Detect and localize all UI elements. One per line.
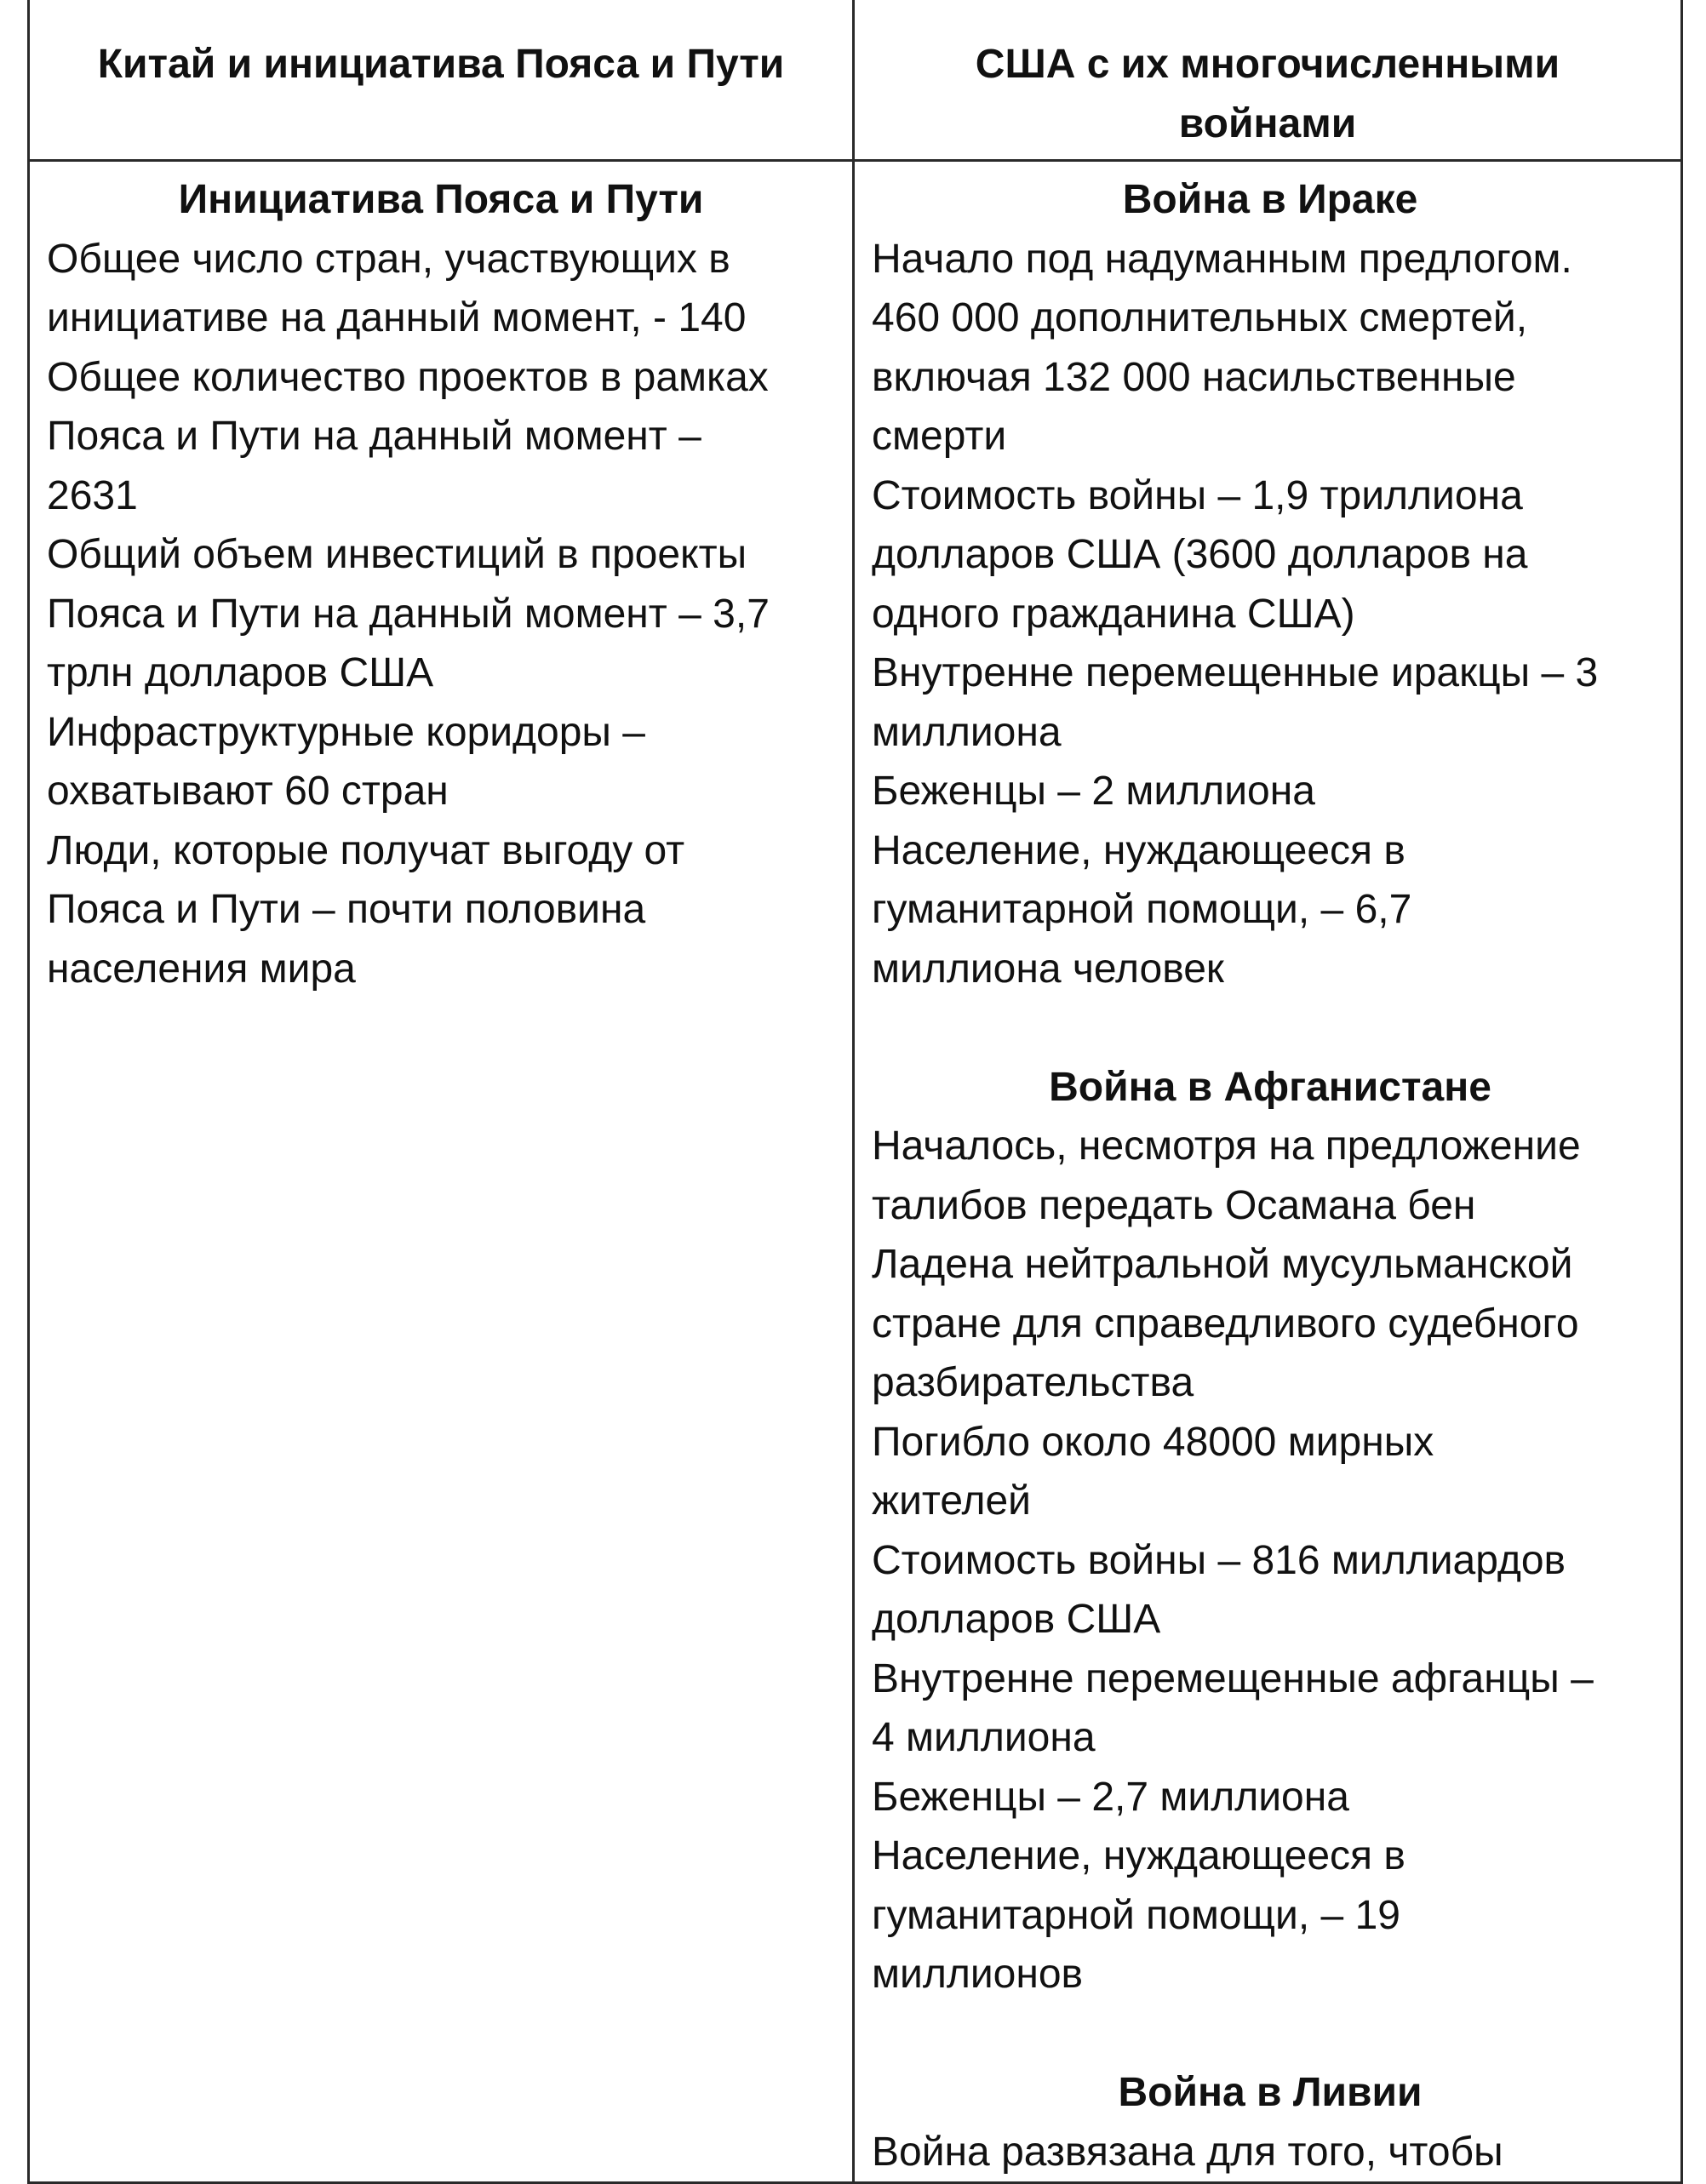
text-line: Беженцы – 2,7 миллиона bbox=[872, 1774, 1349, 1820]
text-line: Началось, несмотря на предложение bbox=[872, 1123, 1581, 1169]
text-line: Внутренне перемещенные афганцы – bbox=[872, 1655, 1594, 1701]
text-line: Стоимость войны – 1,9 триллиона bbox=[872, 472, 1523, 518]
text-line: смерти bbox=[872, 414, 1007, 459]
text-line: охватывают 60 стран bbox=[47, 769, 449, 814]
text-line: Общий объем инвестиций в проекты bbox=[47, 532, 747, 577]
text-line: Общее количество проектов в рамках bbox=[47, 354, 769, 400]
text-line: Начало под надуманным предлогом. bbox=[872, 236, 1572, 282]
text-line: Стоимость войны – 816 миллиардов bbox=[872, 1537, 1566, 1583]
text-line: жителей bbox=[872, 1478, 1031, 1524]
header-cell-right bbox=[854, 0, 1682, 161]
text-line: 4 миллиона bbox=[872, 1715, 1096, 1760]
text-line: Население, нуждающееся в bbox=[872, 827, 1405, 873]
section-title-afghanistan: Война в Афганистане bbox=[1049, 1064, 1491, 1110]
text-line: Население, нуждающееся в bbox=[872, 1833, 1405, 1878]
text-line: талибов передать Осамана бен bbox=[872, 1182, 1476, 1228]
text-line: Беженцы – 2 миллиона bbox=[872, 769, 1315, 814]
text-line: 460 000 дополнительных смертей, bbox=[872, 295, 1528, 340]
text-line: 2631 bbox=[47, 472, 138, 518]
section-title-belt-and-road: Инициатива Пояса и Пути bbox=[178, 177, 704, 222]
header-cell-left bbox=[29, 0, 854, 161]
us-wars-section bbox=[855, 162, 1680, 2181]
text-line: долларов США bbox=[872, 1597, 1161, 1642]
text-line: Общее число стран, участвующих в bbox=[47, 236, 730, 282]
text-line: долларов США (3600 долларов на bbox=[872, 532, 1528, 577]
comparison-table bbox=[27, 0, 1683, 2184]
body-cell-left bbox=[29, 161, 854, 2183]
section-gap bbox=[872, 2004, 1669, 2064]
text-line: инициативе на данный момент, - 140 bbox=[47, 295, 747, 340]
body-cell-right bbox=[854, 161, 1682, 2183]
text-line: Пояса и Пути на данный момент – bbox=[47, 414, 701, 459]
text-line: Люди, которые получат выгоду от bbox=[47, 827, 685, 873]
header-right-text bbox=[855, 0, 1680, 154]
belt-and-road-section bbox=[30, 162, 852, 998]
header-left-text: Китай и инициатива Пояса и Пути bbox=[97, 42, 785, 87]
text-line: миллионов bbox=[872, 1952, 1084, 1997]
text-line: гуманитарной помощи, – 19 bbox=[872, 1892, 1400, 1938]
section-gap bbox=[872, 998, 1669, 1058]
text-line: Внутренне перемещенные иракцы – 3 bbox=[872, 650, 1599, 695]
text-line: Ладена нейтральной мусульманской bbox=[872, 1242, 1573, 1287]
text-line: миллиона bbox=[872, 709, 1062, 755]
text-line: стране для справедливого судебного bbox=[872, 1301, 1579, 1346]
text-line: разбирательства bbox=[872, 1360, 1194, 1405]
text-line: гуманитарной помощи, – 6,7 bbox=[872, 887, 1412, 932]
text-line: трлн долларов США bbox=[47, 650, 434, 695]
section-title-iraq: Война в Ираке bbox=[1122, 177, 1418, 222]
text-line: миллиона человек bbox=[872, 946, 1224, 992]
text-line: Война развязана для того, чтобы bbox=[872, 2129, 1503, 2175]
body-row bbox=[29, 161, 1682, 2183]
header-right-line: войнами bbox=[1178, 101, 1357, 146]
text-line: включая 132 000 насильственные bbox=[872, 354, 1516, 400]
section-title-libya: Война в Ливии bbox=[1118, 2070, 1423, 2115]
header-right-line: США с их многочисленными bbox=[975, 42, 1560, 87]
text-line: Пояса и Пути – почти половина bbox=[47, 887, 646, 932]
text-line: Инфраструктурные коридоры – bbox=[47, 709, 645, 755]
text-line: населения мира bbox=[47, 946, 356, 992]
header-row bbox=[29, 0, 1682, 161]
text-line: одного гражданина США) bbox=[872, 591, 1355, 637]
text-line: Пояса и Пути на данный момент – 3,7 bbox=[47, 591, 770, 637]
text-line: Погибло около 48000 мирных bbox=[872, 1419, 1434, 1465]
